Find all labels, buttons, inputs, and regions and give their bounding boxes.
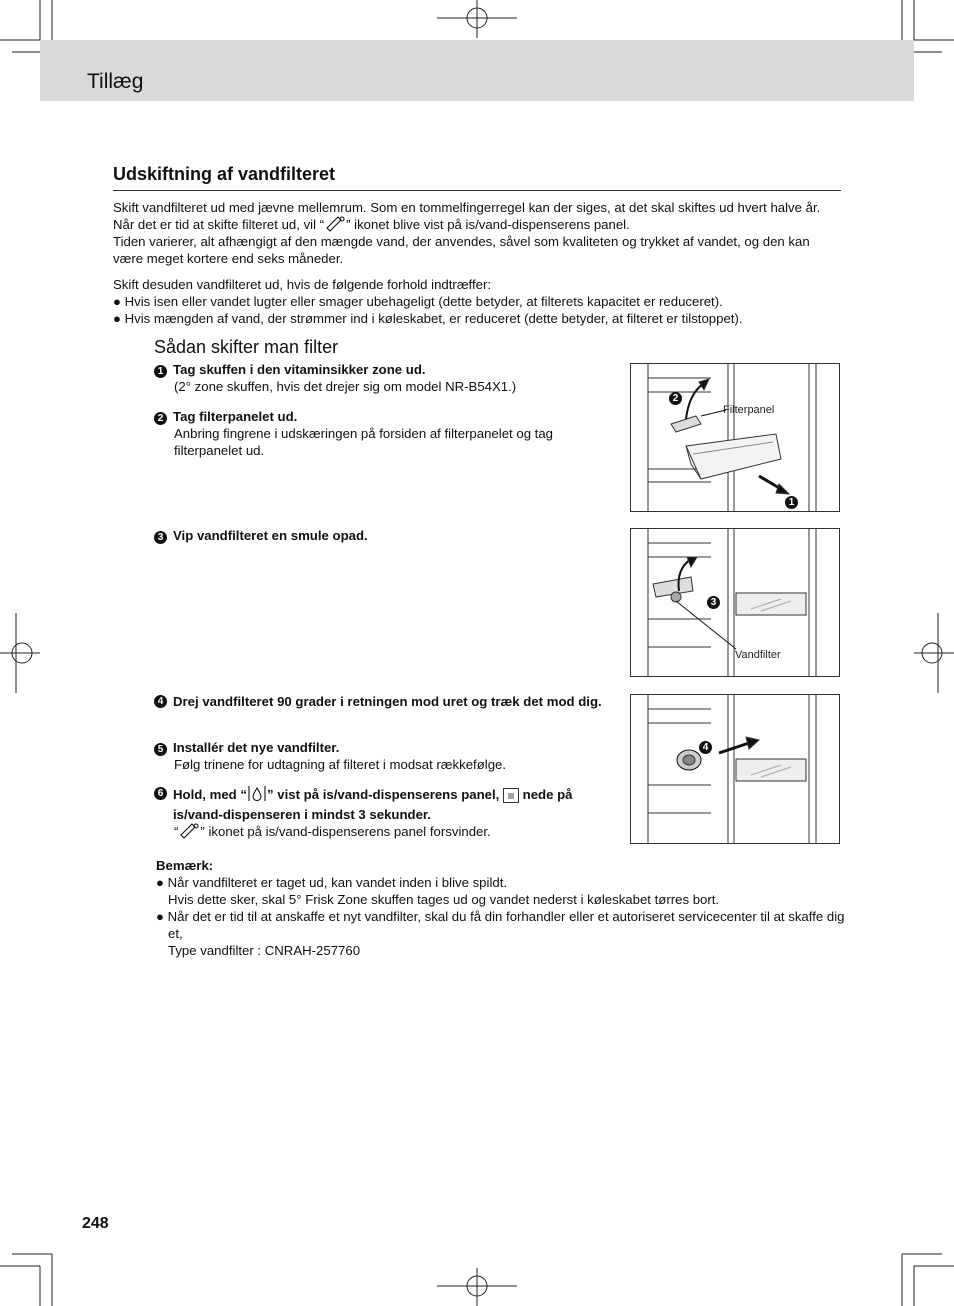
filter-replace-icon bbox=[178, 823, 200, 843]
step-1 bbox=[154, 361, 614, 395]
fridge-illustration bbox=[631, 695, 840, 844]
figure-filter-twist bbox=[630, 694, 840, 844]
section-divider bbox=[113, 190, 841, 191]
fridge-illustration bbox=[631, 364, 840, 512]
step-body-part: ” ikonet på is/vand-dispenserens panel forsvinder. bbox=[200, 824, 491, 839]
step-body: Følg trinene for udtagning af filteret i modsat rækkefølge. bbox=[174, 757, 507, 772]
note-item-line: ● Når det er tid til at anskaffe et nyt vandfilter, skal du få din forhandler eller et autoriseret servicecenter til at skaffe dig et, bbox=[156, 909, 845, 941]
step-4 bbox=[154, 693, 614, 710]
figure-label: Vandfilter bbox=[735, 649, 781, 661]
step-number: 4 bbox=[154, 695, 167, 708]
step-3 bbox=[154, 527, 614, 544]
callout-number: 4 bbox=[699, 741, 712, 754]
water-drop-icon bbox=[247, 785, 267, 806]
note-item-line: Type vandfilter : CNRAH-257760 bbox=[168, 943, 361, 958]
figure-label: Filterpanel bbox=[723, 404, 775, 416]
step-title-part: ” vist på is/vand-dispenserens panel, bbox=[267, 787, 503, 802]
header-bar bbox=[40, 40, 914, 101]
step-number: 2 bbox=[154, 412, 167, 425]
step-title: Tag filterpanelet ud. bbox=[173, 409, 298, 424]
callout-number: 2 bbox=[669, 392, 682, 405]
intro-text-b: ” ikonet blive vist på is/vand-dispenserens panel. bbox=[346, 217, 630, 232]
howto-title: Sådan skifter man filter bbox=[154, 337, 339, 357]
step-body: Anbring fingrene i udskæringen på forsiden af filterpanelet og tag filterpanelet ud. bbox=[174, 426, 554, 458]
step-title-part: nede på is/vand-dispenseren i mindst 3 sekunder. bbox=[173, 787, 573, 822]
dispenser-button-icon bbox=[503, 788, 519, 803]
condition-item: ● Hvis mængden af vand, der strømmer ind i køleskabet, er reduceret (dette betyder, at filteret er tilstoppet). bbox=[113, 311, 743, 326]
intro-paragraph bbox=[113, 199, 843, 236]
step-title-part: Hold, med “ bbox=[173, 787, 247, 802]
figure-drawer-removal bbox=[630, 363, 840, 512]
callout-number: 1 bbox=[785, 496, 798, 509]
page-number: 248 bbox=[82, 1215, 109, 1232]
step-number: 3 bbox=[154, 531, 167, 544]
page-header-title: Tillæg bbox=[87, 70, 144, 93]
callout-number: 3 bbox=[707, 596, 720, 609]
step-body: (2° zone skuffen, hvis det drejer sig om model NR-B54X1.) bbox=[174, 379, 517, 394]
figure-filter-tilt bbox=[630, 528, 840, 677]
note-item-line: Hvis dette sker, skal 5° Frisk Zone skuffen tages ud og vandet nederst i køleskabet tørres bort. bbox=[168, 892, 720, 907]
step-2 bbox=[154, 408, 614, 459]
step-title: Installér det nye vandfilter. bbox=[173, 740, 340, 755]
notes-section bbox=[156, 857, 846, 959]
notes-title: Bemærk: bbox=[156, 858, 214, 873]
conditions-intro: Skift desuden vandfilteret ud, hvis de følgende forhold indtræffer: bbox=[113, 277, 492, 292]
intro-text-a: Skift vandfilteret ud med jævne mellemrum. Som en tommelfingerregel kan der siges, at det skal skiftes ud hvert halve år. Når det er tid at skifte filteret ud, vil “ bbox=[113, 200, 821, 232]
condition-item: ● Hvis isen eller vandet lugter eller smager ubehageligt (dette betyder, at filterets kapacitet er reduceret). bbox=[113, 294, 723, 309]
step-6 bbox=[154, 785, 614, 843]
step-title: Vip vandfilteret en smule opad. bbox=[173, 528, 368, 543]
step-title: Drej vandfilteret 90 grader i retningen mod uret og træk det mod dig. bbox=[173, 694, 602, 709]
step-5 bbox=[154, 739, 614, 773]
step-title: Tag skuffen i den vitaminsikker zone ud. bbox=[173, 362, 426, 377]
section-title: Udskiftning af vandfilteret bbox=[113, 164, 336, 184]
step-number: 6 bbox=[154, 787, 167, 800]
step-number: 5 bbox=[154, 743, 167, 756]
step-body-part: “ bbox=[174, 824, 179, 839]
note-item-line: ● Når vandfilteret er taget ud, kan vandet inden i blive spildt. bbox=[156, 875, 508, 890]
intro-paragraph-2: Tiden varierer, alt afhængigt af den mængde vand, der anvendes, såvel som kvaliteten og trykket af vandet, og den kan være meget kortere end seks måneder. bbox=[113, 234, 810, 266]
step-number: 1 bbox=[154, 365, 167, 378]
